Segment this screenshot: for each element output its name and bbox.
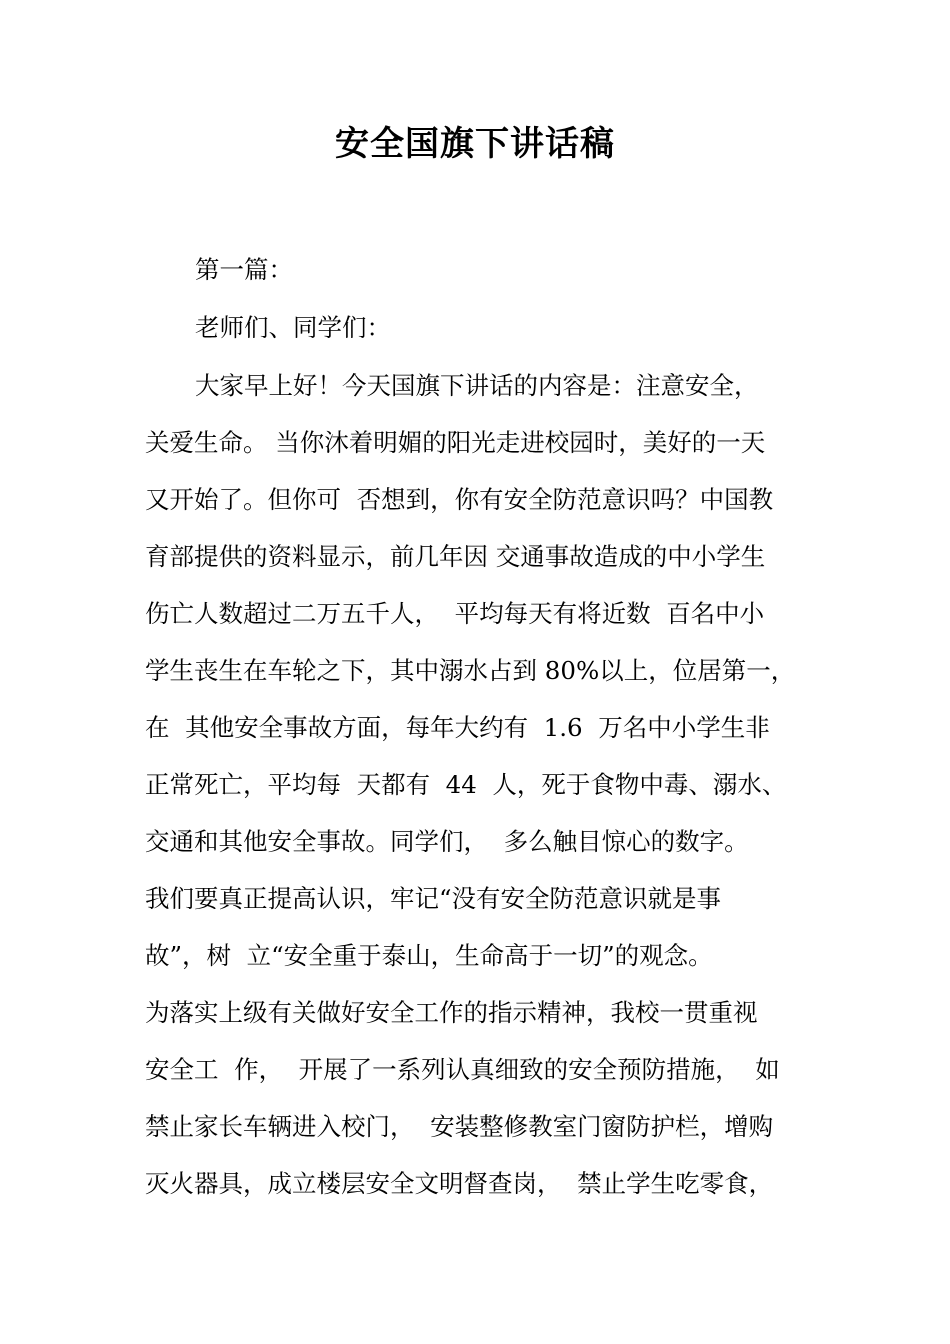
paragraph-line-14: 为落实上级有关做好安全工作的指示精神，我校一贯重视 [145, 998, 758, 1027]
paragraph-line-4: 关爱生命。 当你沐着明媚的阳光走进校园时，美好的一天 [145, 428, 766, 457]
paragraph-line-12: 我们要真正提高认识，牢记“没有安全防范意识就是事 [145, 884, 722, 913]
document-title: 安全国旗下讲话稿 [335, 124, 615, 164]
paragraph-line-1: 第一篇： [195, 255, 293, 284]
paragraph-line-10: 正常死亡，平均每 天都有 44 人，死于食物中毒、溺水、 [145, 770, 787, 799]
paragraph-line-13: 故”，树 立“安全重于泰山，生命高于一切”的观念。 [145, 941, 713, 970]
paragraph-line-17: 灭火器具，成立楼层安全文明督查岗， 禁止学生吃零食， [145, 1169, 774, 1198]
paragraph-line-15: 安全工 作， 开展了一系列认真细致的安全预防措施， 如 [145, 1055, 780, 1084]
paragraph-line-3: 大家早上好！今天国旗下讲话的内容是：注意安全， [195, 371, 759, 400]
paragraph-line-5: 又开始了。但你可 否想到，你有安全防范意识吗？中国教 [145, 485, 774, 514]
paragraph-line-8: 学生丧生在车轮之下，其中溺水占到 80%以上，位居第一， [145, 656, 796, 685]
paragraph-line-16: 禁止家长车辆进入校门， 安装整修教室门窗防护栏，增购 [145, 1112, 774, 1141]
paragraph-line-6: 育部提供的资料显示，前几年因 交通事故造成的中小学生 [145, 542, 766, 571]
paragraph-line-9: 在 其他安全事故方面，每年大约有 1.6 万名中小学生非 [145, 713, 770, 742]
paragraph-line-2: 老师们、同学们： [195, 313, 391, 342]
paragraph-line-11: 交通和其他安全事故。同学们， 多么触目惊心的数字。 [145, 827, 749, 856]
paragraph-line-7: 伤亡人数超过二万五千人， 平均每天有将近数 百名中小 [145, 599, 765, 628]
